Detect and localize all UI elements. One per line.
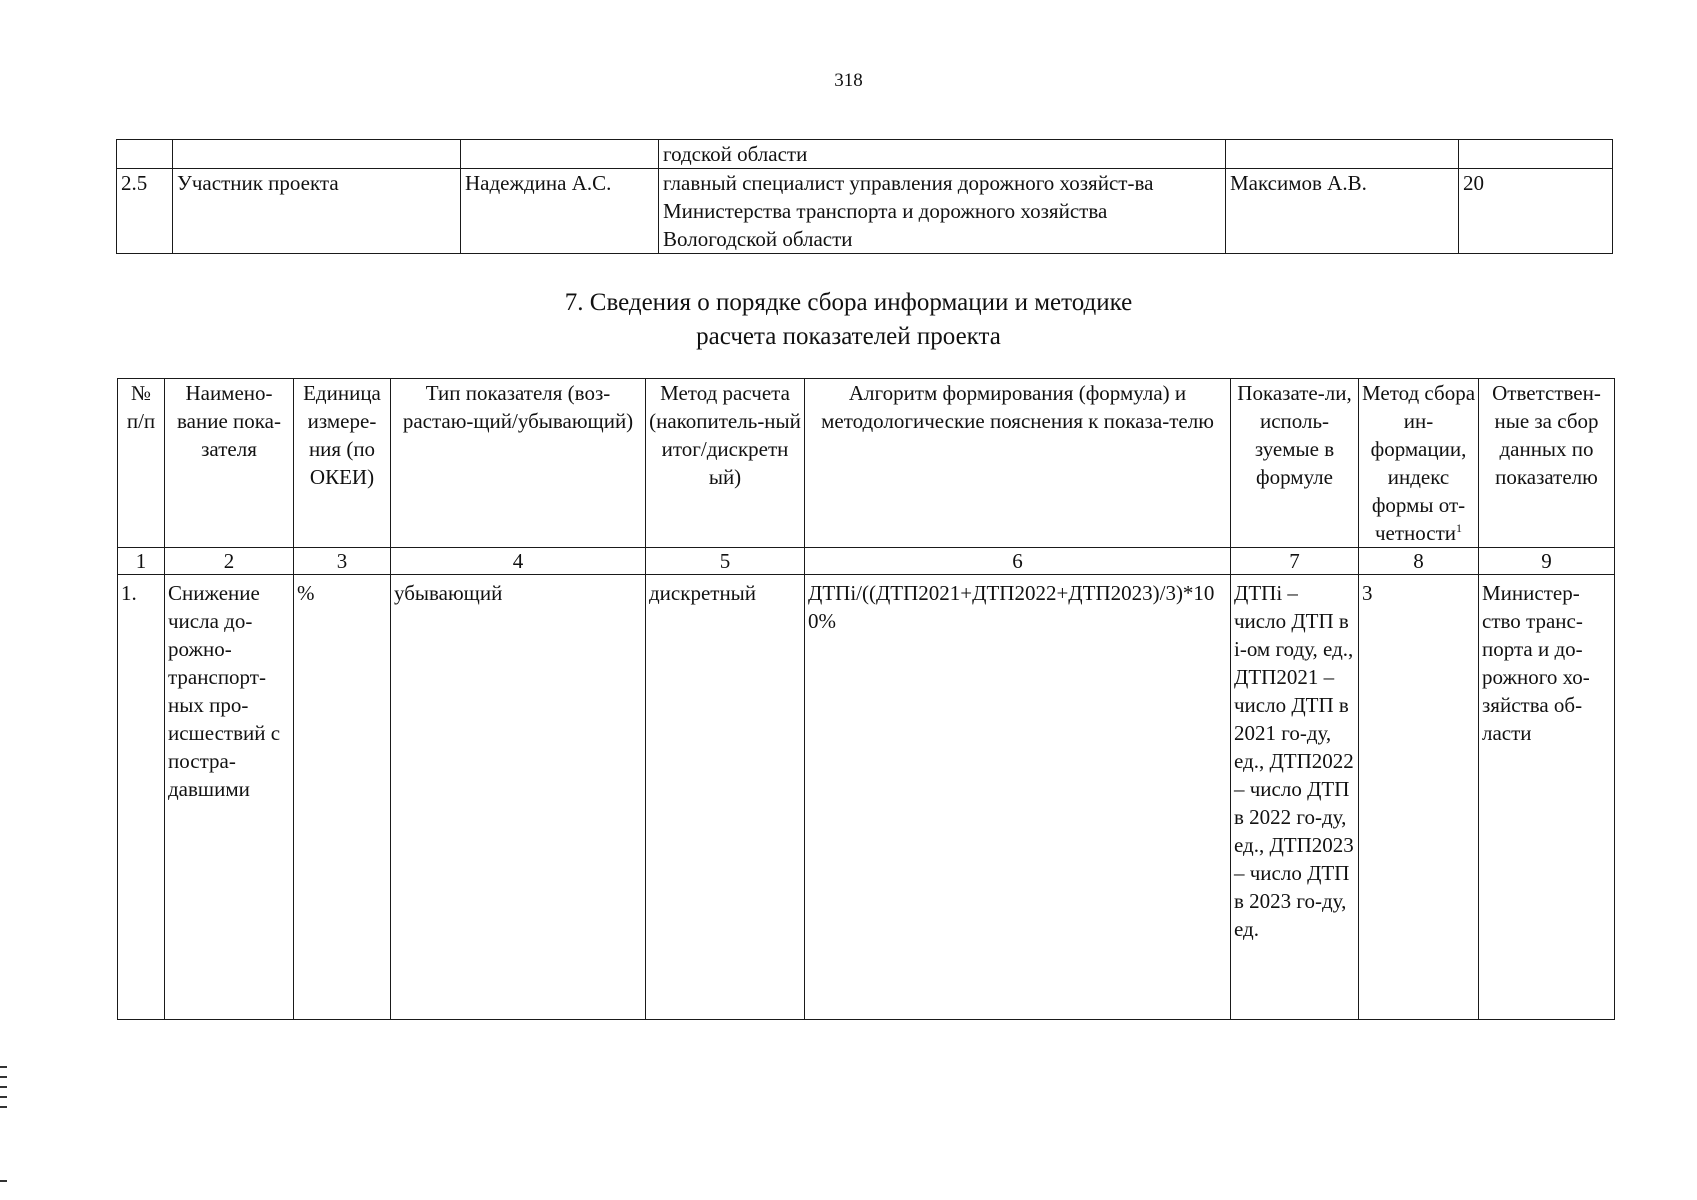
column-number: 6	[805, 548, 1231, 575]
cell-responsible: Министер-ство транс-порта и до-рожного хо-зяйства об-ласти	[1479, 575, 1615, 1020]
team-cell-workload: 20	[1459, 169, 1613, 254]
scan-edge-mark	[0, 1106, 7, 1108]
header-cell-type: Тип показателя (воз-растаю-щий/убывающий)	[391, 379, 646, 548]
scan-edge-mark	[0, 1180, 7, 1182]
scan-edge-mark	[0, 1086, 7, 1088]
metrics-table	[117, 378, 1615, 1020]
section-title-line: расчета показателей проекта	[696, 323, 1001, 350]
team-cell-supervisor	[1226, 140, 1459, 169]
column-number: 7	[1231, 548, 1359, 575]
column-number: 9	[1479, 548, 1615, 575]
team-cell-workload	[1459, 140, 1613, 169]
header-cell-responsible: Ответствен-ные за сбор данных по показателю	[1479, 379, 1615, 548]
cell-unit: %	[294, 575, 391, 1020]
header-row	[118, 379, 1615, 548]
header-text: Метод сбора ин-формации, индекс формы от-четности	[1361, 381, 1476, 545]
cell-method: дискретный	[646, 575, 805, 1020]
team-cell-position: годской области	[659, 140, 1226, 169]
cell-collection: 3	[1359, 575, 1479, 1020]
scan-edge-mark	[0, 1096, 7, 1098]
table-row	[117, 140, 1613, 169]
team-cell-num: 2.5	[117, 169, 173, 254]
scan-edge-mark	[0, 1076, 7, 1078]
section-title	[0, 286, 1697, 354]
header-cell-num: № п/п	[118, 379, 165, 548]
cell-formula: ДТПi/((ДТП2021+ДТП2022+ДТП2023)/3)*100%	[805, 575, 1231, 1020]
scan-edge-mark	[0, 1066, 7, 1068]
header-cell-formula: Алгоритм формирования (формула) и методологические пояснения к показа-телю	[805, 379, 1231, 548]
team-cell-role	[173, 140, 461, 169]
table-row	[117, 169, 1613, 254]
header-cell-name: Наимено-вание пока-зателя	[165, 379, 294, 548]
column-number: 2	[165, 548, 294, 575]
page-number: 318	[834, 70, 863, 91]
team-cell-supervisor: Максимов А.В.	[1226, 169, 1459, 254]
column-number: 8	[1359, 548, 1479, 575]
cell-num: 1.	[118, 575, 165, 1020]
cell-type: убывающий	[391, 575, 646, 1020]
section-title-line: 7. Сведения о порядке сбора информации и методике	[564, 289, 1133, 316]
header-cell-method: Метод расчета (накопитель-ный итог/дискретн ый)	[646, 379, 805, 548]
team-cell-name	[461, 140, 659, 169]
cell-variables: ДТПi – число ДТП в i-ом году, ед., ДТП2021 – число ДТП в 2021 го-ду, ед., ДТП2022 – число ДТП в 2022 го-ду, ед., ДТП2023 – число ДТП в 2023 го-ду, ед.	[1231, 575, 1359, 1020]
column-number: 5	[646, 548, 805, 575]
header-cell-collection	[1359, 379, 1479, 548]
team-cell-role: Участник проекта	[173, 169, 461, 254]
team-cell-position: главный специалист управления дорожного хозяйст-ва Министерства транспорта и дорожного хозяйства Вологодской области	[659, 169, 1226, 254]
column-number-row	[118, 548, 1615, 575]
column-number: 3	[294, 548, 391, 575]
table-row	[118, 575, 1615, 1020]
footnote-mark: 1	[1456, 521, 1463, 535]
column-number: 1	[118, 548, 165, 575]
column-number: 4	[391, 548, 646, 575]
team-cell-num	[117, 140, 173, 169]
project-team-table	[116, 139, 1613, 254]
header-cell-unit: Единица измере-ния (по ОКЕИ)	[294, 379, 391, 548]
header-cell-variables: Показате-ли, исполь-зуемые в формуле	[1231, 379, 1359, 548]
cell-name: Снижение числа до-рожно-транспорт-ных про-исшествий с постра-давшими	[165, 575, 294, 1020]
team-cell-name: Надеждина А.С.	[461, 169, 659, 254]
